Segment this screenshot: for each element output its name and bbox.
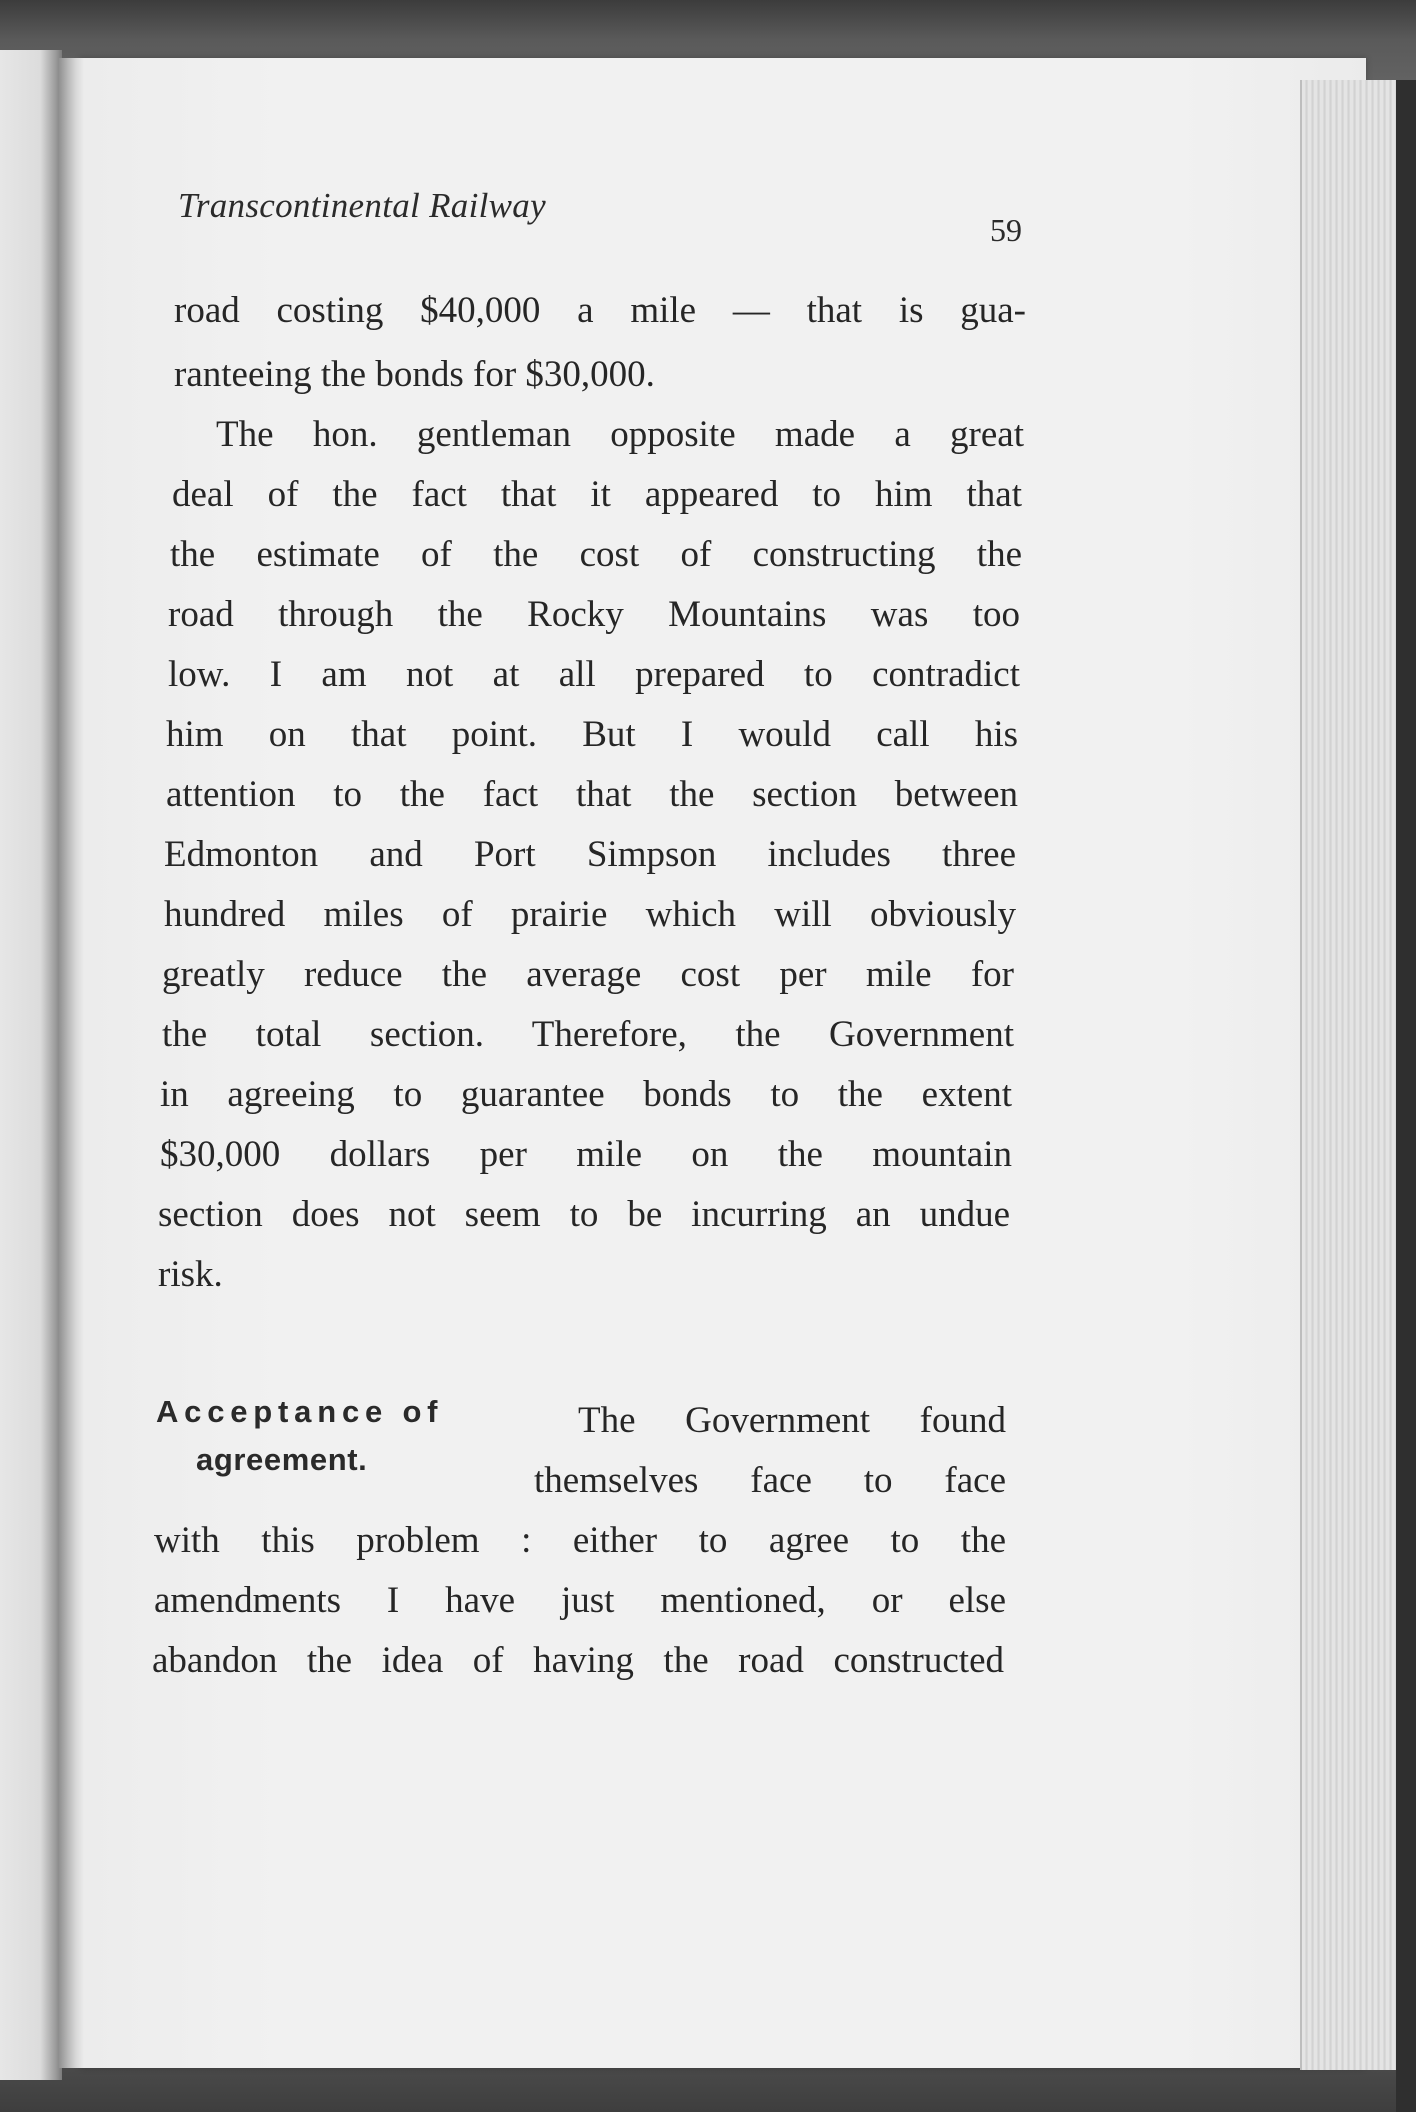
body-line: in agreeing to guarantee bonds to the extent xyxy=(160,1074,1012,1115)
body-line: deal of the fact that it appeared to him that xyxy=(172,474,1022,515)
body-line: greatly reduce the average cost per mile for xyxy=(162,954,1014,995)
body-line: the estimate of the cost of constructing the xyxy=(170,534,1022,575)
body-line: hundred miles of prairie which will obviously xyxy=(164,894,1016,935)
body-line: The hon. gentleman opposite made a great xyxy=(216,414,1024,455)
body-line: The Government found xyxy=(578,1400,1006,1441)
body-line: ranteeing the bonds for $30,000. xyxy=(174,354,655,395)
body-line: with this problem : either to agree to the xyxy=(154,1520,1006,1561)
body-line: $30,000 dollars per mile on the mountain xyxy=(160,1134,1012,1175)
body-line: low. I am not at all prepared to contradict xyxy=(168,654,1020,695)
running-head: Transcontinental Railway xyxy=(178,186,546,225)
page-edge-stack xyxy=(1300,80,1402,2070)
body-line: road through the Rocky Mountains was too xyxy=(168,594,1020,635)
body-line: section does not seem to be incurring an undue xyxy=(158,1194,1010,1235)
body-line: risk. xyxy=(158,1254,223,1295)
body-line: Edmonton and Port Simpson includes three xyxy=(164,834,1016,875)
page-number: 59 xyxy=(990,212,1022,248)
body-line: amendments I have just mentioned, or else xyxy=(154,1580,1006,1621)
body-line: the total section. Therefore, the Government xyxy=(162,1014,1014,1055)
body-line: attention to the fact that the section between xyxy=(166,774,1018,815)
body-line: him on that point. But I would call his xyxy=(166,714,1018,755)
body-line: road costing $40,000 a mile — that is gua- xyxy=(174,290,1026,331)
sidenote-heading: agreement. xyxy=(196,1442,368,1477)
facing-page-edge xyxy=(0,50,62,2080)
page-gutter xyxy=(58,58,84,2068)
scan-edge-shadow xyxy=(1396,80,1416,2112)
sidenote-heading: Acceptance of xyxy=(156,1394,444,1429)
body-line: abandon the idea of having the road constructed xyxy=(152,1640,1004,1681)
body-line: themselves face to face xyxy=(534,1460,1006,1501)
